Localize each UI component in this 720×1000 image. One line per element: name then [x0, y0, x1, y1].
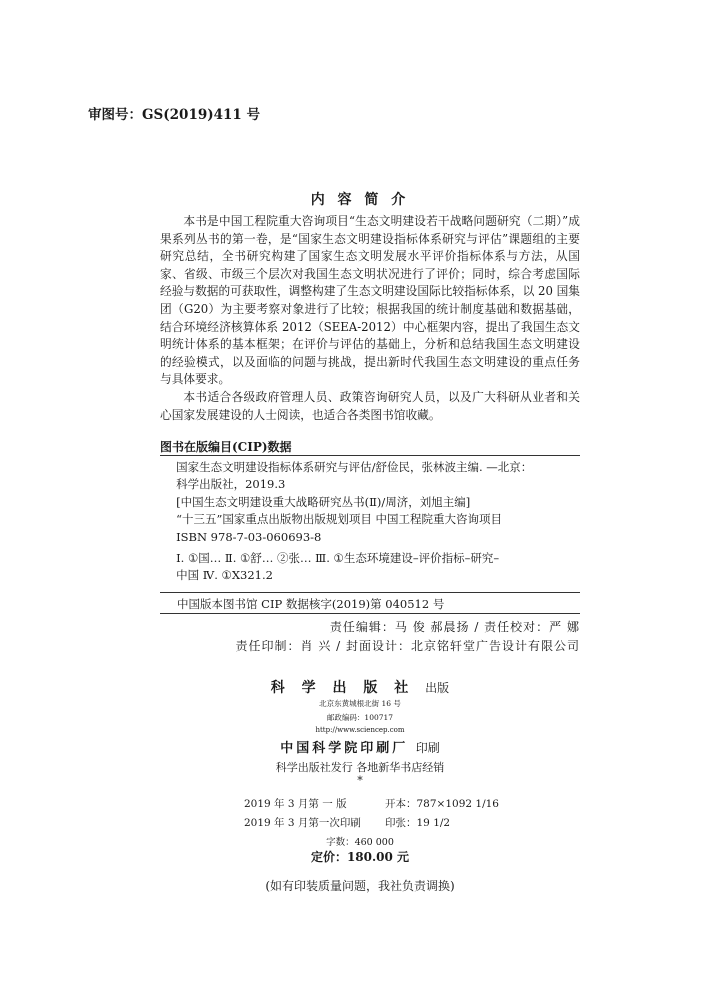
- publisher-address: 北京东黄城根北街 16 号: [319, 699, 401, 708]
- printer-line: [0, 737, 720, 756]
- publisher-line: [0, 677, 720, 697]
- cip-subjects-line: Ⅰ. ①国… Ⅱ. ①舒… ②张… Ⅲ. ①生态环境建设–评价指标–研究–: [176, 551, 500, 566]
- credits-production: 责任印制：肖 兴 / 封面设计：北京铭轩堂广告设计有限公司: [235, 639, 580, 653]
- cip-publisher-line: 科学出版社，2019.3: [176, 477, 286, 492]
- cip-series-line: [中国生态文明建设重大战略研究丛书(Ⅱ)/周济，刘旭主编]: [176, 494, 471, 509]
- printer-name: 中国科学院印刷厂: [280, 741, 409, 756]
- word-count: 字数：460 000: [326, 837, 394, 848]
- printer-suffix: 印刷: [415, 741, 440, 755]
- cip-number: 中国版本图书馆 CIP 数据核字(2019)第 040512 号: [177, 597, 445, 611]
- cip-block: [160, 459, 580, 585]
- credits-editors: 责任编辑：马 俊 郝晨扬 / 责任校对：严 娜: [329, 620, 580, 634]
- cip-subjects-line: 中国 Ⅳ. ①X321.2: [176, 568, 273, 583]
- cip-middle-rule: [160, 592, 580, 593]
- cip-top-rule: [160, 455, 580, 456]
- distribution-line: 科学出版社发行 各地新华书店经销: [275, 761, 445, 774]
- intro-body: [160, 213, 580, 424]
- cip-heading: 图书在版编目(CIP)数据: [160, 440, 292, 454]
- cip-bottom-rule: [160, 613, 580, 614]
- publisher-name: 科 学 出 版 社: [270, 680, 415, 696]
- publisher-suffix: 出版: [425, 681, 450, 695]
- sheets-info: 印张：19 1/2: [385, 817, 451, 829]
- edition-info: 2019 年 3 月第 一 版: [244, 798, 347, 810]
- price: 定价：180.00 元: [310, 850, 410, 864]
- quality-note: (如有印装质量问题，我社负责调换): [265, 879, 455, 893]
- publisher-postcode: 邮政编码：100717: [326, 713, 394, 722]
- printing-info: 2019 年 3 月第一次印刷: [244, 817, 361, 829]
- cip-project-line: “十三五”国家重点出版物出版规划项目 中国工程院重大咨询项目: [176, 512, 503, 527]
- intro-title: 内 容 简 介: [310, 192, 410, 208]
- publisher-website: http://www.sciencep.com: [315, 726, 405, 734]
- separator-star: *: [357, 774, 363, 787]
- intro-paragraph: 本书适合各级政府管理人员、政策咨询研究人员，以及广大科研从业者和关心国家发展建设的人士阅读，也适合各类图书馆收藏。: [160, 389, 580, 422]
- cip-isbn: ISBN 978-7-03-060693-8: [176, 529, 322, 544]
- intro-paragraph: 本书是中国工程院重大咨询项目“生态文明建设若干战略问题研究（二期）”成果系列丛书的第一卷，是“国家生态文明建设指标体系研究与评估”课题组的主要研究总结，全书研究构建了国家生态文明发展水平评价指标体系与方法，从国家、省级、市级三个层次对我国生态文明状况进行了评价；同时，综合考虑国际经验与数据的可获取性，调整构建了生态文明建设国际比较指标体系，以 20 国集团（G20）为主要考察对象进行了比较；根据我国的统计制度基础和数据基础，结合环境经济核算体系 2012（SEEA-2012）中心框架内容，提出了我国生态文明统计体系的基本框架；在评价与评估的基础上，分析和总结我国生态文明建设的经验模式，以及面临的问题与挑战，提出新时代我国生态文明建设的重点任务与具体要求。: [160, 214, 580, 387]
- format-info: 开本：787×1092 1/16: [385, 798, 499, 810]
- cip-title-line: 国家生态文明建设指标体系研究与评估/舒俭民，张林波主编. —北京：: [176, 460, 533, 474]
- approval-number: 审图号：GS(2019)411 号: [88, 107, 261, 123]
